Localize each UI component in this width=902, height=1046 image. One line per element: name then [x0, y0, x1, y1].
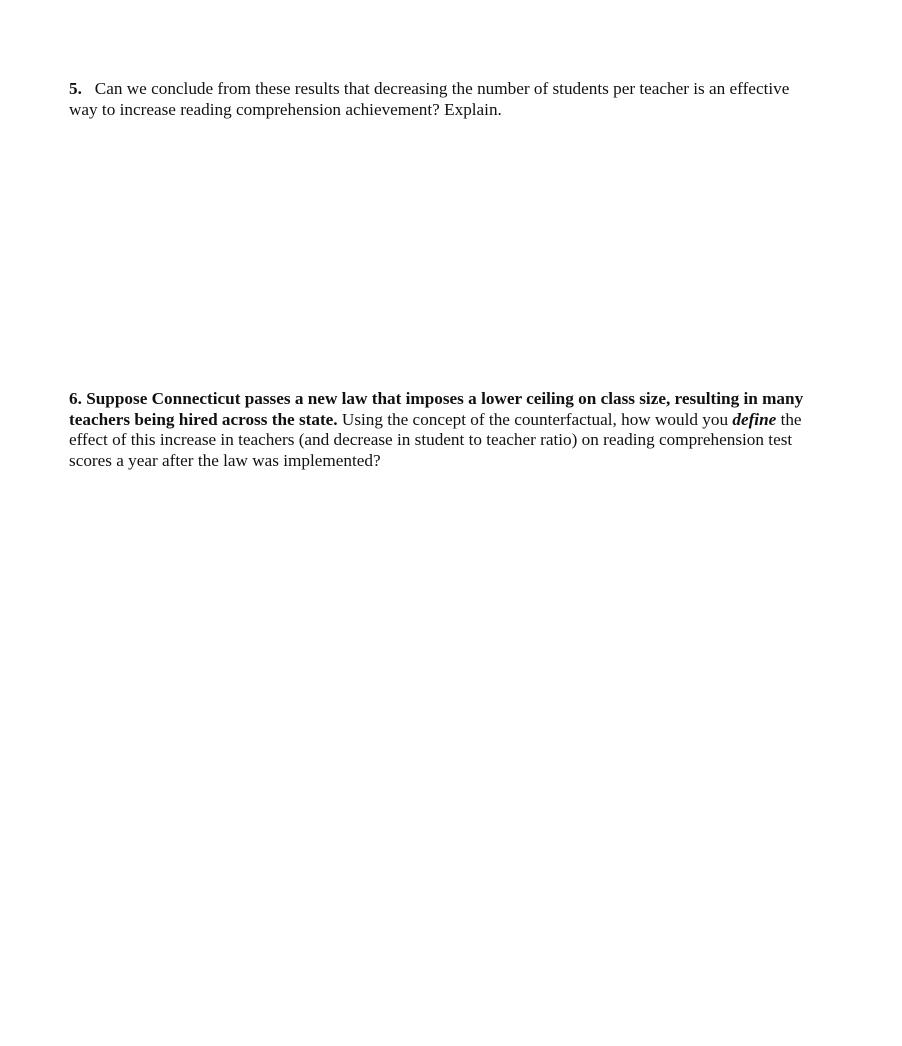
- question-6-number: 6.: [69, 389, 82, 408]
- question-6-text-a: Using the concept of the counterfactual, how would you: [341, 409, 729, 429]
- question-6-text-line-3: effect of this increase in teachers (and decrease in student to teacher ratio) on reading comprehension test: [69, 430, 793, 449]
- question-5-number: 5.: [69, 79, 82, 98]
- question-6-emphasis-define: define: [732, 409, 777, 429]
- question-5: [69, 79, 849, 120]
- question-5-text-line-1: Can we conclude from these results that decreasing the number of students per teacher is an effective: [94, 79, 790, 98]
- question-6-text-b: the: [780, 409, 802, 429]
- question-6: [69, 389, 849, 471]
- question-6-bold-line-2: teachers being hired across the state.: [69, 409, 338, 429]
- question-6-bold-line-1: Suppose Connecticut passes a new law that imposes a lower ceiling on class size, resulting in many: [86, 389, 804, 408]
- question-5-text-line-2: way to increase reading comprehension achievement? Explain.: [69, 99, 502, 119]
- question-6-text-line-4: scores a year after the law was implemented?: [69, 450, 381, 470]
